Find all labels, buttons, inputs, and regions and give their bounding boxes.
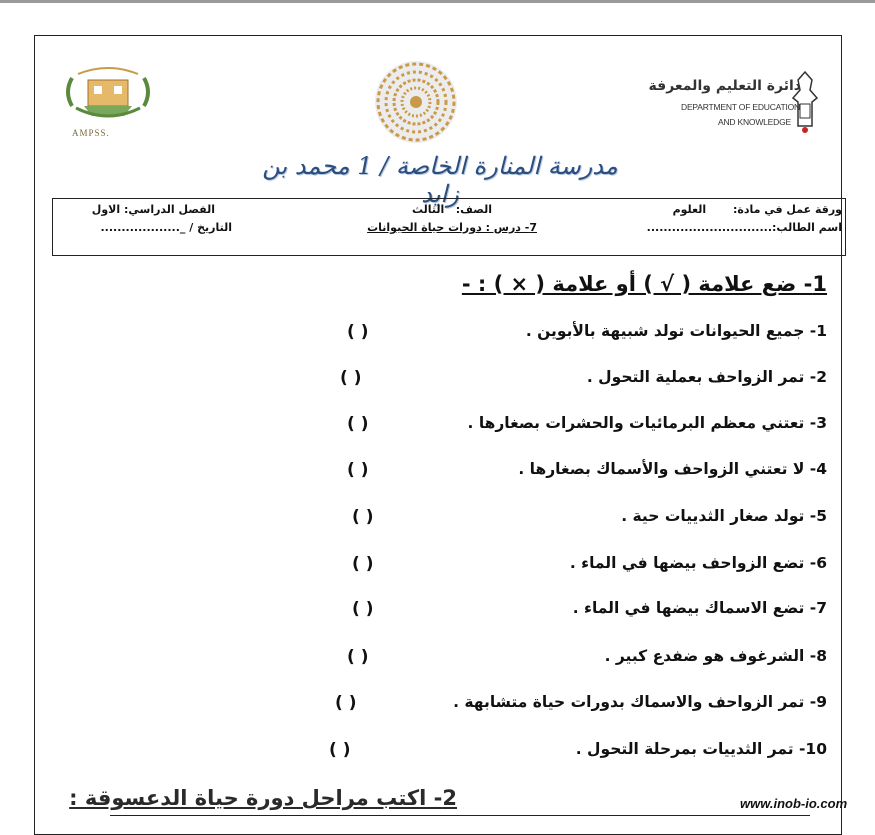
question-text: 7- تضع الاسماك بيضها في الماء . <box>572 599 827 617</box>
subject-value: العلوم <box>672 203 707 216</box>
lesson-title: 7- درس : دورات حياة الحيوانات <box>367 221 537 234</box>
answer-bracket[interactable]: ( ) <box>352 599 374 619</box>
question-text: 5- تولد صغار الثدييات حية . <box>621 507 827 525</box>
answer-bracket[interactable]: ( ) <box>347 414 369 434</box>
term-value: الاول <box>91 203 121 216</box>
question-item <box>352 554 827 578</box>
school-crest-icon <box>58 62 158 144</box>
question2-answer-box <box>110 815 810 826</box>
answer-bracket[interactable]: ( ) <box>340 368 362 388</box>
question2-heading: 2- اكتب مراحل دورة حياة الدعسوقة : <box>69 786 457 810</box>
date-field[interactable]: التاريخ / _................... <box>100 221 232 234</box>
top-divider <box>0 0 875 3</box>
student-name-field[interactable]: اسم الطالب:.............................. <box>646 221 842 234</box>
answer-bracket[interactable]: ( ) <box>329 740 351 760</box>
answer-bracket[interactable]: ( ) <box>347 647 369 667</box>
question-item <box>347 460 827 484</box>
grade-label: الصف: الثالث <box>411 203 492 216</box>
answer-bracket[interactable]: ( ) <box>347 460 369 480</box>
question-text: 6- تضع الزواحف بيضها في الماء . <box>569 554 827 572</box>
question1-heading: 1- ضع علامة ( √ ) أو علامة ( × ) : - <box>461 272 827 296</box>
eagle-emblem-icon <box>790 68 820 134</box>
question-item <box>352 507 827 531</box>
answer-bracket[interactable]: ( ) <box>347 322 369 342</box>
question-item <box>347 647 827 671</box>
question-item <box>347 322 827 346</box>
grade-value: الثالث <box>411 203 445 216</box>
question-text: 3- تعتني معظم البرمائيات والحشرات بصغارها . <box>467 414 827 432</box>
term-label: الفصل الدراسي: الاول <box>91 203 215 216</box>
question-item <box>329 740 827 764</box>
watermark-text: www.inob-io.com <box>740 796 848 811</box>
answer-bracket[interactable]: ( ) <box>335 693 357 713</box>
question-text: 4- لا تعتني الزواحف والأسماك بصغارها . <box>518 460 827 478</box>
question-text: 9- تمر الزواحف والاسماك بدورات حياة متشابهة . <box>453 693 827 711</box>
worksheet-subject-label: ورقة عمل في مادة: العلوم <box>672 203 842 216</box>
question-item <box>340 368 827 392</box>
question-item <box>352 599 827 623</box>
question-item <box>335 693 827 717</box>
question-text: 1- جميع الحيوانات تولد شبيهة بالأبوين . <box>525 322 827 340</box>
crest-caption: AMPSS. <box>72 128 110 138</box>
question-text: 2- تمر الزواحف بعملية التحول . <box>586 368 827 386</box>
question-text: 10- تمر الثدييات بمرحلة التحول . <box>575 740 827 758</box>
question-text: 8- الشرغوف هو ضفدع كبير . <box>604 647 827 665</box>
answer-bracket[interactable]: ( ) <box>352 507 374 527</box>
school-name: مدرسة المنارة الخاصة / 1 محمد بن زايد <box>262 152 618 208</box>
department-name-english-1: DEPARTMENT OF EDUCATION <box>681 102 800 112</box>
question-item <box>347 414 827 438</box>
answer-bracket[interactable]: ( ) <box>352 554 374 574</box>
circular-pattern-emblem-icon <box>372 58 460 146</box>
department-name-english-2: AND KNOWLEDGE <box>718 117 791 127</box>
department-name-arabic: دائرة التعليم والمعرفة <box>648 78 801 94</box>
